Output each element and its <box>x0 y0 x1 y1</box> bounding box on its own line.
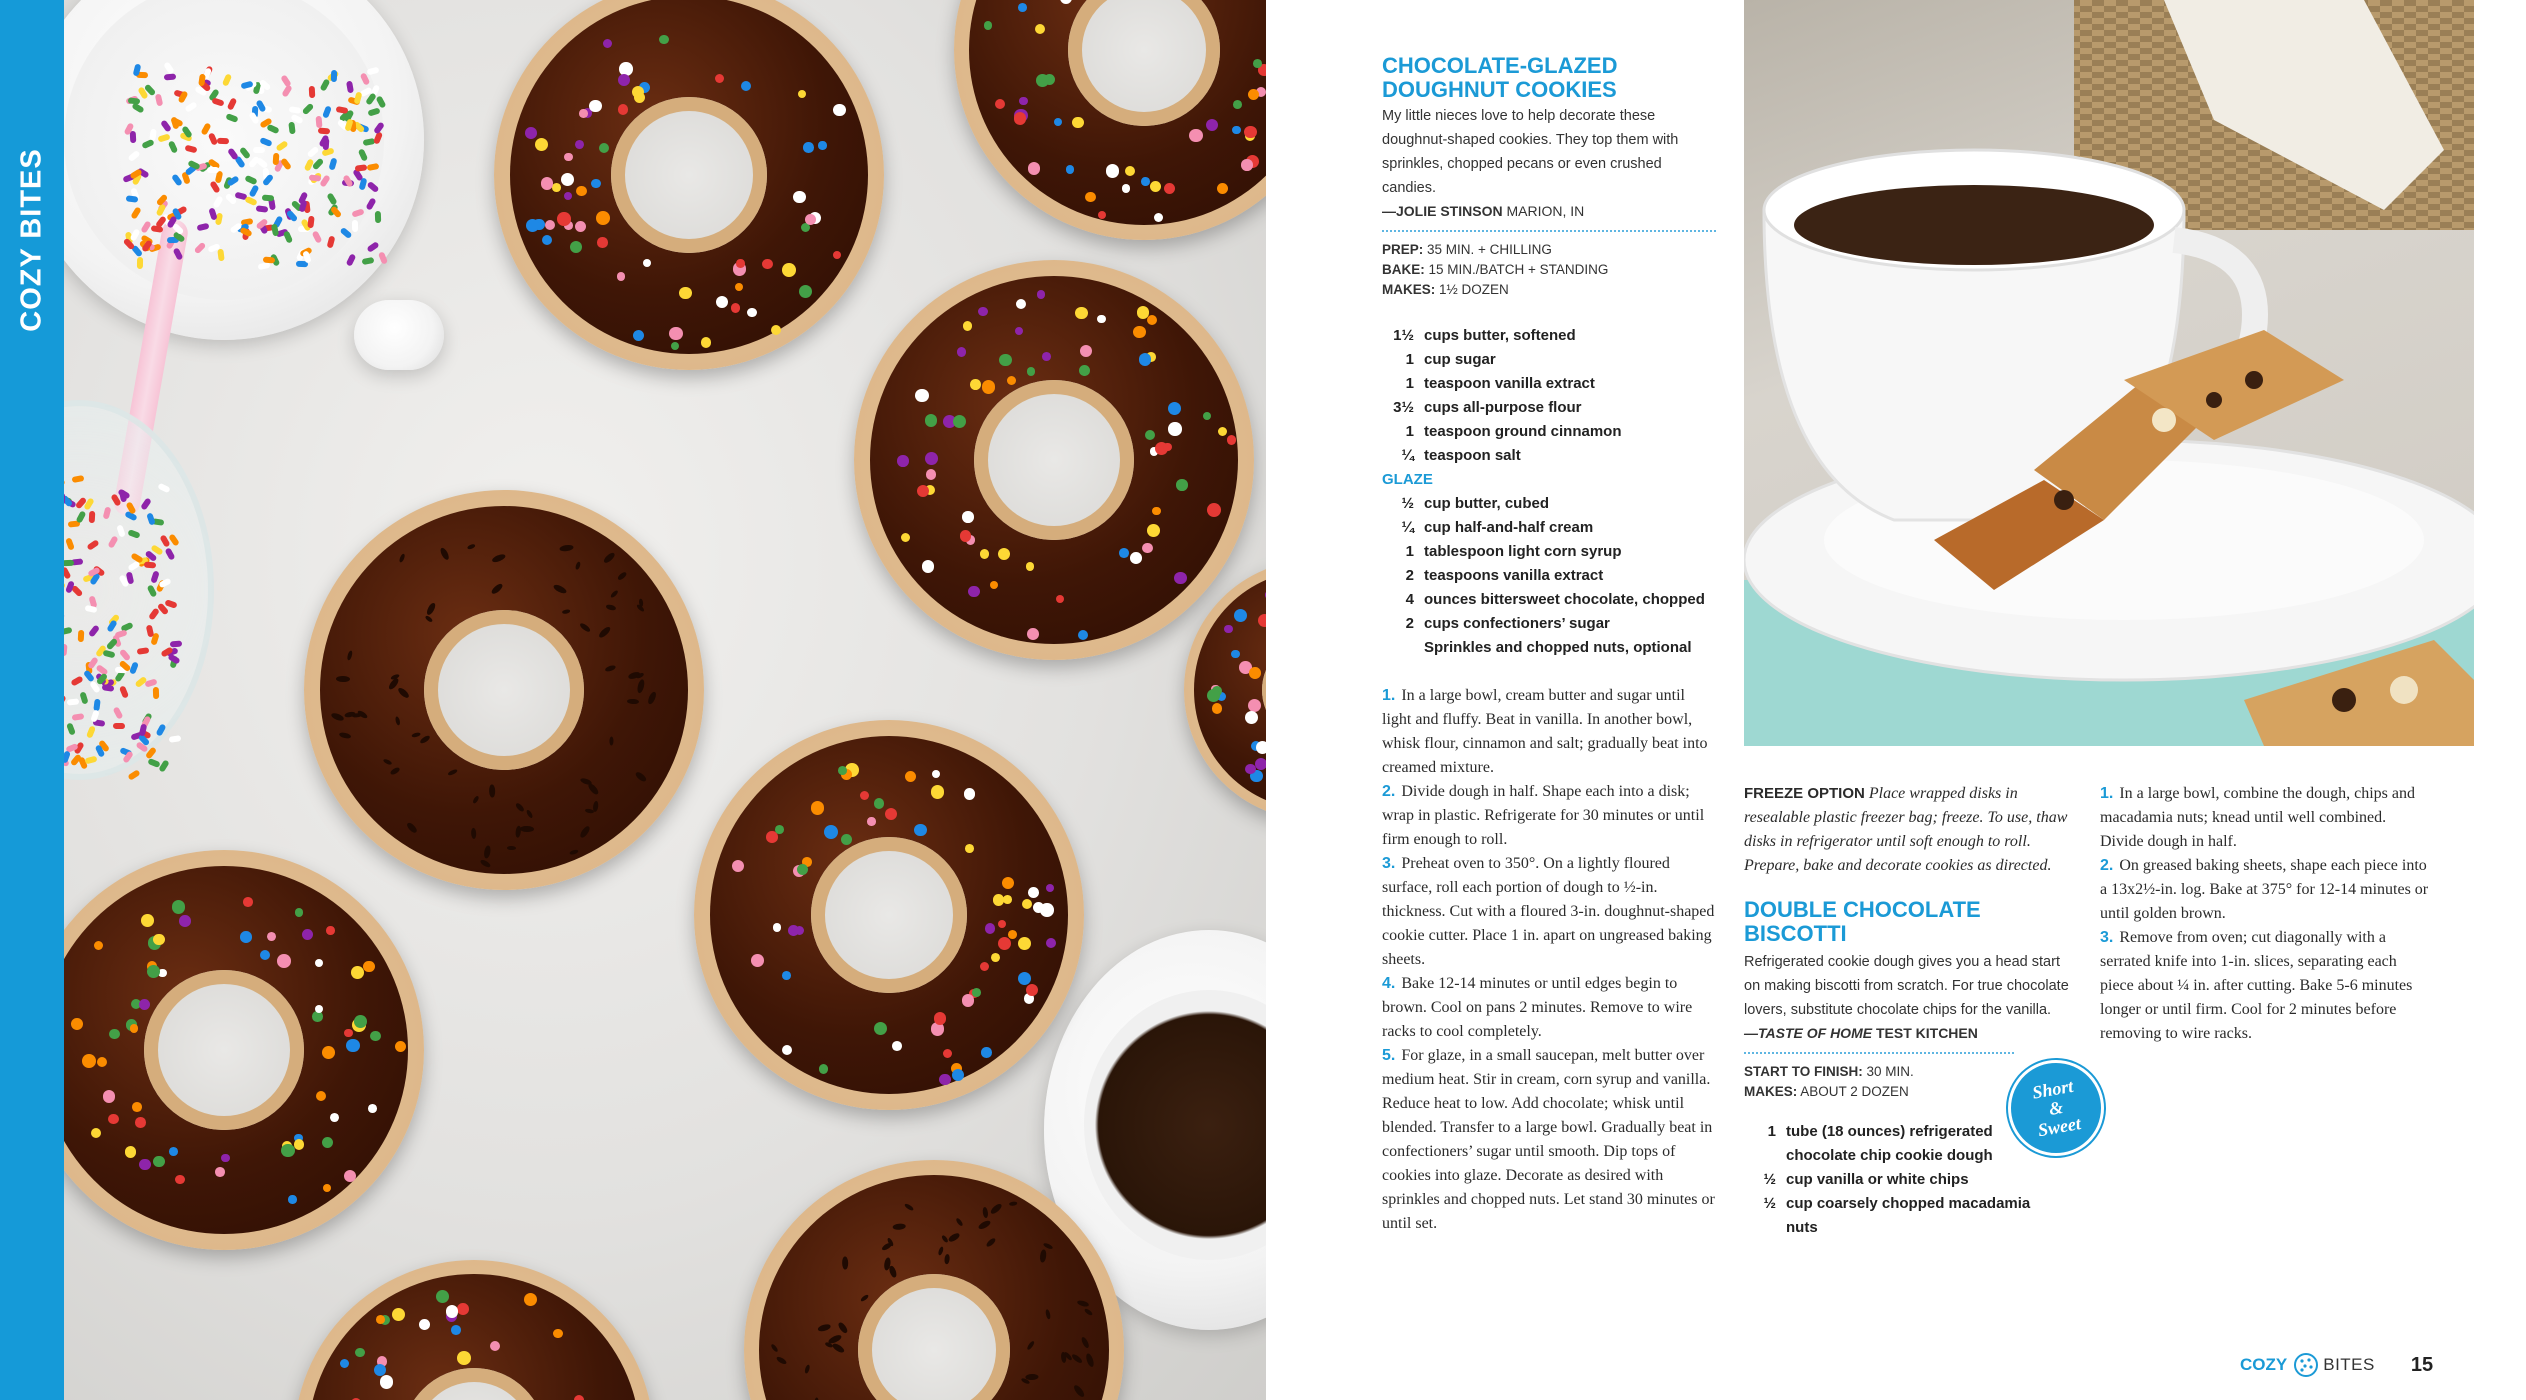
meta-makes: MAKES: 1½ DOZEN <box>1382 282 1509 297</box>
meta-prep: PREP: 35 MIN. + CHILLING <box>1382 242 1552 257</box>
sprinkle <box>288 122 295 135</box>
sprinkle <box>67 698 80 705</box>
author-name: —TASTE OF HOME <box>1744 1025 1873 1041</box>
sprinkle <box>256 205 269 212</box>
freeze-and-biscotti-column <box>1744 782 2074 1240</box>
biscotti-illustration <box>1744 0 2474 746</box>
footer-bites: BITES <box>2323 1355 2375 1374</box>
sprinkle <box>309 86 316 98</box>
ingredient-item: 1 teaspoon ground cinnamon <box>1405 423 1622 440</box>
meta-start-to-finish: START TO FINISH: 30 MIN. <box>1744 1064 1914 1079</box>
sprinkle <box>127 769 140 781</box>
dotted-divider <box>1382 230 1716 232</box>
sprinkle <box>126 195 139 202</box>
glass-sprinkle-bowl <box>64 400 214 780</box>
bowl-handle <box>354 300 444 370</box>
step: 3. Remove from oven; cut diagonally with a serrated knife into 1-in. slices, separating each piece about ¼ in. after cutting. Bake 5-6 minutes longer or until firm. Cool for 2 minutes before removing to wire racks. <box>2100 929 2413 1042</box>
glaze-ingredient-item: ¼ cup half-and-half cream <box>1401 519 1594 536</box>
doughnut-cookie <box>954 0 1266 240</box>
recipe-title: CHOCOLATE-GLAZED DOUGHNUT COOKIES <box>1382 53 1618 102</box>
biscotti-coffee-photo <box>1744 0 2474 746</box>
ingredient-item: 1 tube (18 ounces) refrigerated chocolate chip cookie dough <box>1767 1123 1993 1164</box>
glaze-ingredient-item: ½ cup butter, cubed <box>1401 495 1550 512</box>
meta-makes: MAKES: ABOUT 2 DOZEN <box>1744 1084 1909 1099</box>
sprinkle <box>158 760 169 773</box>
sprinkle <box>330 70 336 82</box>
meta-bake: BAKE: 15 MIN./BATCH + STANDING <box>1382 262 1609 277</box>
author-location: MARION, IN <box>1502 203 1585 219</box>
sprinkle <box>137 257 143 269</box>
doughnut-cookie <box>854 260 1254 660</box>
recipe-chocolate-glazed-doughnut-cookies <box>1382 54 1716 1236</box>
sprinkle <box>147 758 160 768</box>
step: 4. Bake 12-14 minutes or until edges begin to brown. Cool on pans 2 minutes. Remove to wire racks to cool completely. <box>1382 975 1693 1040</box>
recipe-intro: My little nieces love to help decorate these doughnut-shaped cookies. They top them with sprinkles, chopped pecans or even crushed candies. <box>1382 108 1679 196</box>
sprinkle <box>375 211 381 223</box>
step: 2. Divide dough in half. Shape each into a disk; wrap in plastic. Refrigerate for 30 minutes or until firm enough to roll. <box>1382 783 1705 848</box>
biscotti-steps-column <box>2100 782 2430 1046</box>
page-number: 15 <box>2410 1353 2434 1376</box>
sprinkle <box>253 147 265 153</box>
step: 2. On greased baking sheets, shape each piece into a 13x2½-in. log. Bake at 375° for 12-14 minutes or until golden brown. <box>2100 857 2429 922</box>
sprinkle <box>217 138 229 145</box>
sprinkle <box>169 735 182 743</box>
coffee <box>1794 185 2154 265</box>
author-suffix: TEST KITCHEN <box>1872 1025 1978 1041</box>
glaze-ingredient-item: 2 teaspoons vanilla extract <box>1405 567 1604 584</box>
ingredient-item: ¼ teaspoon salt <box>1401 447 1521 464</box>
sprinkle <box>113 723 125 729</box>
sprinkle <box>164 73 176 80</box>
sprinkle <box>153 687 159 699</box>
step: 5. For glaze, in a small saucepan, melt butter over medium heat. Stir in cream, corn syrup and vanilla. Reduce heat to low. Add chocolate; whisk until blended. Transfer to a large bowl. Gradually beat in confectioners’ sugar until smooth. Dip tops of cookies into glaze. Decorate as desired with sprinkles and chopped nuts. Let stand 30 minutes or until set. <box>1382 1047 1715 1232</box>
sprinkle <box>352 220 358 232</box>
recipe-meta <box>1382 240 1716 300</box>
ingredient-list <box>1744 1120 2044 1240</box>
sprinkle <box>315 116 322 128</box>
recipe-byline <box>1744 1022 2074 1044</box>
doughnut-cookies-photo <box>64 0 1266 1400</box>
dotted-divider <box>1744 1052 2014 1054</box>
doughnut-cookie <box>494 0 884 370</box>
step: 1. In a large bowl, cream butter and sugar until light and fluffy. Beat in vanilla. In another bowl, whisk flour, cinnamon and salt; gradually beat into creamed mixture. <box>1382 687 1708 776</box>
ingredient-item: 1 teaspoon vanilla extract <box>1405 375 1595 392</box>
section-label: COZY BITES <box>15 148 48 332</box>
ingredient-item: ½ cup vanilla or white chips <box>1763 1171 1969 1188</box>
recipe-intro: Refrigerated cookie dough gives you a head start on making biscotti from scratch. For true chocolate lovers, substitute chocolate chips for the vanilla. <box>1744 954 2069 1018</box>
footer-cozy: COZY <box>2240 1355 2288 1374</box>
section-sidebar-band <box>0 0 64 1400</box>
doughnut-cookie <box>294 1260 654 1400</box>
ingredient-item: ½ cup coarsely chopped macadamia nuts <box>1763 1195 2031 1236</box>
recipe-steps <box>2100 782 2430 1046</box>
cookie-icon <box>2293 1352 2319 1378</box>
step: 1. In a large bowl, combine the dough, chips and macadamia nuts; knead until well combined. Divide dough in half. <box>2100 785 2415 850</box>
ingredient-item: 1½ cups butter, softened <box>1393 327 1576 344</box>
recipe-byline <box>1382 200 1716 222</box>
step: 3. Preheat oven to 350°. On a lightly floured surface, roll each portion of dough to ½-in. thickness. Cut with a floured 3-in. doughnut-shaped cookie cutter. Place 1 in. apart on ungreased baking sheets. <box>1382 855 1715 968</box>
glaze-heading: GLAZE <box>1382 471 1433 488</box>
glaze-ingredient-item: 1 tablespoon light corn syrup <box>1405 543 1622 560</box>
recipe-steps <box>1382 684 1716 1236</box>
author-name: —JOLIE STINSON <box>1382 203 1503 219</box>
doughnut-cookie <box>694 720 1084 1110</box>
glaze-ingredient-item: 2 cups confectioners’ sugar <box>1405 615 1610 632</box>
ingredient-item: 3½ cups all-purpose flour <box>1393 399 1582 416</box>
sprinkle <box>318 127 330 134</box>
glaze-ingredient-item: Sprinkles and chopped nuts, optional <box>1424 639 1692 656</box>
sprinkle <box>217 249 224 262</box>
ingredient-item: 1 cup sugar <box>1405 351 1496 368</box>
sprinkle <box>130 131 137 143</box>
sprinkle <box>207 167 219 173</box>
recipe-title: DOUBLE CHOCOLATE BISCOTTI <box>1744 897 1981 946</box>
doughnut-cookie <box>304 490 704 890</box>
doughnut-cookie <box>64 850 424 1250</box>
sprinkle <box>89 511 96 523</box>
glaze-ingredient-item: 4 ounces bittersweet chocolate, chopped <box>1405 591 1705 608</box>
short-and-sweet-badge: Short & Sweet <box>2000 1052 2111 1163</box>
freeze-option: FREEZE OPTION Place wrapped disks in resealable plastic freezer bag; freeze. To use, thaw disks in refrigerator until soft enough to roll. Prepare, bake and decorate cookies as directed. <box>1744 785 2068 874</box>
sprinkle <box>272 152 279 164</box>
page-footer <box>2240 1352 2433 1378</box>
ingredient-list <box>1382 324 1716 660</box>
sprinkle <box>263 256 275 263</box>
